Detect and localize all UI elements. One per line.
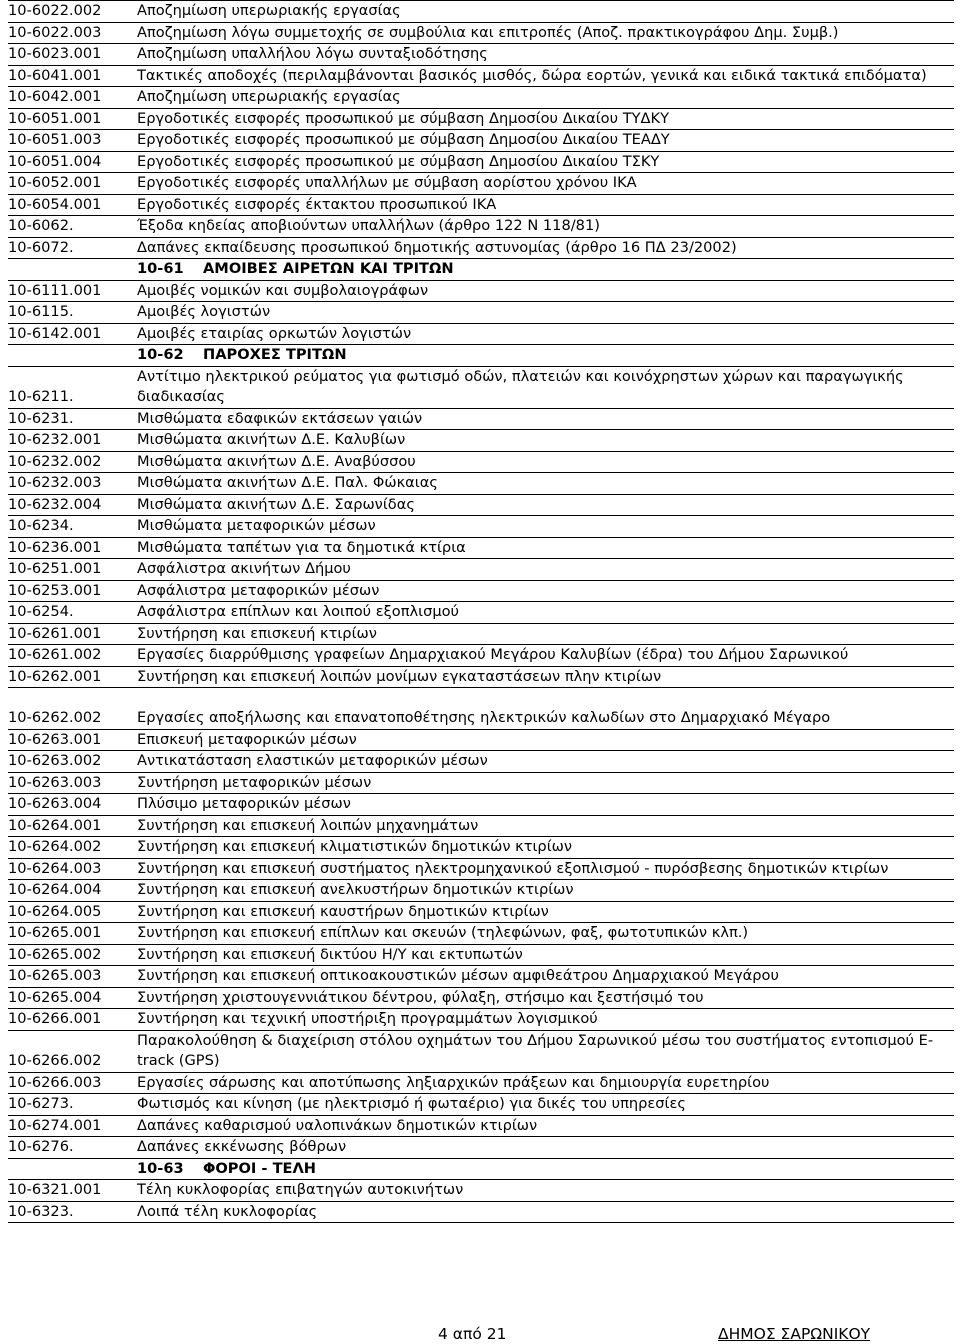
account-code: 10-6265.001 <box>8 924 102 941</box>
table-row <box>8 837 954 859</box>
table-row <box>8 238 954 260</box>
account-description: Συντήρηση χριστουγεννιάτικου δέντρου, φύλαξη, στήσιμο και ξεστήσιμό του <box>137 988 704 1006</box>
account-code: 10-6072. <box>8 238 74 256</box>
account-code: 10-6265.003 <box>8 967 102 984</box>
table-row <box>8 902 954 924</box>
account-code: 10-6264.002 <box>8 838 102 855</box>
table-row <box>8 452 954 474</box>
heading-title: ΠΑΡΟΧΕΣ ΤΡΙΤΩΝ <box>203 346 347 363</box>
account-description: Συντήρηση και τεχνική υποστήριξη προγραμμάτων λογισμικού <box>137 1010 598 1027</box>
account-code: 10-6253.001 <box>8 581 102 599</box>
account-code: 10-6263.001 <box>8 730 102 748</box>
table-row <box>8 23 954 45</box>
account-description: Εργασίες σάρωσης και αποτύπωσης ληξιαρχικών πράξεων και δημιουργία ευρετηρίου <box>137 1073 770 1091</box>
table-row <box>8 645 954 667</box>
table-row <box>8 66 954 88</box>
municipality-name: ΔΗΜΟΣ ΣΑΡΩΝΙΚΟΥ <box>718 1325 871 1343</box>
account-code: 10-6254. <box>8 603 74 620</box>
account-code: 10-6265.004 <box>8 988 102 1006</box>
account-description: Μισθώματα εδαφικών εκτάσεων γαιών <box>137 409 423 427</box>
account-code: 10-6264.005 <box>8 902 102 920</box>
table-row <box>8 559 954 581</box>
account-code: 10-6051.004 <box>8 152 102 170</box>
account-description: Εργασίες αποξήλωσης και επανατοποθέτησης ηλεκτρικών καλωδίων στο Δημαρχιακό Μέγαρο <box>137 709 831 726</box>
table-row <box>8 773 954 795</box>
account-description: Εργοδοτικές εισφορές προσωπικού με σύμβαση Δημοσίου Δικαίου ΤΣΚΥ <box>137 152 660 170</box>
account-code: 10-6054.001 <box>8 195 102 213</box>
table-row <box>8 1180 954 1202</box>
table-row <box>8 1031 954 1073</box>
account-description: Μισθώματα ακινήτων Δ.Ε. Καλυβίων <box>137 431 406 448</box>
table-row <box>8 281 954 303</box>
account-code: 10-6234. <box>8 517 74 534</box>
account-description: Συντήρηση και επισκευή καυστήρων δημοτικών κτιρίων <box>137 902 549 920</box>
account-code: 10-6231. <box>8 409 74 427</box>
account-code: 10-6261.001 <box>8 624 102 642</box>
heading-code: 10-63 <box>137 1159 184 1177</box>
account-description: Τακτικές αποδοχές (περιλαμβάνονται βασικός μισθός, δώρα εορτών, γενικά και ειδικά τακτικά επιδόματα) <box>137 66 927 84</box>
account-description: Συντήρηση και επισκευή ανελκυστήρων δημοτικών κτιρίων <box>137 881 574 898</box>
table-row <box>8 1094 954 1116</box>
account-code: 10-6052.001 <box>8 174 102 191</box>
account-description: Μισθώματα ταπέτων για τα δημοτικά κτίρια <box>137 538 466 556</box>
account-description: Παρακολούθηση & διαχείριση στόλου οχημάτων του Δήμου Σαρωνικού μέσω του συστήματος εντοπισμού E-track (GPS) <box>137 1031 934 1069</box>
heading-content <box>133 259 954 280</box>
table-row <box>8 1009 954 1031</box>
account-code: 10-6236.001 <box>8 538 102 556</box>
table-row <box>8 409 954 431</box>
account-description: Αμοιβές εταιρίας ορκωτών λογιστών <box>137 324 412 342</box>
account-description: Συντήρηση και επισκευή λοιπών μονίμων εγκαταστάσεων πλην κτιρίων <box>137 667 662 685</box>
table-row <box>8 0 954 23</box>
section-heading <box>8 259 954 281</box>
account-description: Μισθώματα ακινήτων Δ.Ε. Σαρωνίδας <box>137 495 415 513</box>
table-row <box>8 794 954 816</box>
account-code: 10-6276. <box>8 1138 74 1155</box>
account-code: 10-6051.003 <box>8 131 102 148</box>
heading-code: 10-62 <box>137 346 184 363</box>
table-row <box>8 859 954 881</box>
account-code: 10-6232.004 <box>8 495 102 513</box>
heading-title: ΑΜΟΙΒΕΣ ΑΙΡΕΤΩΝ ΚΑΙ ΤΡΙΤΩΝ <box>203 260 454 277</box>
table-row <box>8 667 954 689</box>
table-row <box>8 44 954 66</box>
account-description: Έξοδα κηδείας αποβιούντων υπαλλήλων (άρθρο 122 Ν 118/81) <box>137 217 600 234</box>
table-row <box>8 87 954 109</box>
account-code: 10-6023.001 <box>8 45 102 62</box>
account-code: 10-6262.002 <box>8 709 102 726</box>
section-heading <box>8 345 954 367</box>
account-code: 10-6264.001 <box>8 816 102 834</box>
table-row <box>8 302 954 324</box>
account-code: 10-6142.001 <box>8 324 102 342</box>
account-description: Συντήρηση και επισκευή κλιματιστικών δημοτικών κτιρίων <box>137 838 573 855</box>
table-row <box>8 581 954 603</box>
table-row <box>8 195 954 217</box>
table-row <box>8 473 954 495</box>
page-number: 4 από 21 <box>438 1325 507 1343</box>
account-code: 10-6265.002 <box>8 945 102 963</box>
account-description: Αντίτιμο ηλεκτρικού ρεύματος για φωτισμό οδών, πλατειών και κοινόχρηστων χώρων και παραγωγικής διαδικασίας <box>137 367 904 405</box>
account-description: Αποζημίωση υπερωριακής εργασίας <box>137 88 401 105</box>
account-code: 10-6232.002 <box>8 452 102 470</box>
account-description: Δαπάνες καθαρισμού υαλοπινάκων δημοτικών κτιρίων <box>137 1116 538 1134</box>
table-row <box>8 516 954 538</box>
account-code: 10-6022.003 <box>8 23 102 41</box>
table-row <box>8 1137 954 1159</box>
account-description: Εργοδοτικές εισφορές προσωπικού με σύμβαση Δημοσίου Δικαίου ΤΕΑΔΥ <box>137 131 670 148</box>
account-code: 10-6266.001 <box>8 1010 102 1027</box>
table-row <box>8 173 954 195</box>
account-code: 10-6051.001 <box>8 109 102 127</box>
account-description: Εργοδοτικές εισφορές έκτακτου προσωπικού ΙΚΑ <box>137 195 497 213</box>
table-row <box>8 1116 954 1138</box>
account-code: 10-6264.004 <box>8 881 102 898</box>
account-code: 10-6251.001 <box>8 560 102 577</box>
table-row <box>8 708 954 730</box>
table-row <box>8 816 954 838</box>
table-row <box>8 130 954 152</box>
account-code: 10-6232.001 <box>8 431 102 448</box>
account-description: Δαπάνες εκκένωσης βόθρων <box>137 1138 347 1155</box>
account-description: Εργοδοτικές εισφορές υπαλλήλων με σύμβαση αορίστου χρόνου ΙΚΑ <box>137 174 637 191</box>
account-description: Συντήρηση και επισκευή κτιρίων <box>137 624 377 642</box>
account-code: 10-6115. <box>8 303 74 320</box>
account-description: Επισκευή μεταφορικών μέσων <box>137 730 357 748</box>
account-description: Λοιπά τέλη κυκλοφορίας <box>137 1202 318 1220</box>
account-description: Συντήρηση μεταφορικών μέσων <box>137 773 372 791</box>
account-description: Ασφάλιστρα ακινήτων Δήμου <box>137 560 351 577</box>
account-description: Αποζημίωση λόγω συμμετοχής σε συμβούλια και επιτροπές (Αποζ. πρακτικογράφου Δημ. Συμβ.) <box>137 23 839 41</box>
table-row <box>8 880 954 902</box>
account-code: 10-6273. <box>8 1095 74 1112</box>
account-code: 10-6111.001 <box>8 281 102 299</box>
account-description: Συντήρηση και επισκευή οπτικοακουστικών μέσων αμφιθεάτρου Δημαρχιακού Μεγάρου <box>137 967 779 984</box>
account-code: 10-6042.001 <box>8 88 102 105</box>
table-row <box>8 988 954 1010</box>
table-row <box>8 538 954 560</box>
account-code: 10-6321.001 <box>8 1181 102 1198</box>
table-row <box>8 945 954 967</box>
table-row <box>8 495 954 517</box>
table-row <box>8 624 954 646</box>
account-code: 10-6211. <box>8 388 74 405</box>
account-description: Αποζημίωση υπερωριακής εργασίας <box>137 2 401 19</box>
table-row <box>8 966 954 988</box>
account-code: 10-6264.003 <box>8 859 102 877</box>
table-row <box>8 1073 954 1095</box>
table-row <box>8 730 954 752</box>
account-description: Αντικατάσταση ελαστικών μεταφορικών μέσων <box>137 752 488 769</box>
account-code: 10-6274.001 <box>8 1116 102 1134</box>
account-description: Μισθώματα μεταφορικών μέσων <box>137 517 376 534</box>
account-description: Ασφάλιστρα επίπλων και λοιπού εξοπλισμού <box>137 603 459 620</box>
account-description: Αμοιβές λογιστών <box>137 303 271 320</box>
account-description: Πλύσιμο μεταφορικών μέσων <box>137 795 351 812</box>
table-row <box>8 152 954 174</box>
heading-code: 10-61 <box>137 260 184 277</box>
account-description: Δαπάνες εκπαίδευσης προσωπικού δημοτικής αστυνομίας (άρθρο 16 ΠΔ 23/2002) <box>137 238 737 256</box>
account-description: Αμοιβές νομικών και συμβολαιογράφων <box>137 281 429 299</box>
account-code: 10-6232.003 <box>8 474 102 491</box>
heading-content <box>133 1159 954 1180</box>
account-code: 10-6261.002 <box>8 646 102 663</box>
account-description: Εργασίες διαρρύθμισης γραφείων Δημαρχιακού Μεγάρου Καλυβίων (έδρα) του Δήμου Σαρωνικού <box>137 646 849 663</box>
account-description: Συντήρηση και επισκευή επίπλων και σκευών (τηλεφώνων, φαξ, φωτοτυπικών κλπ.) <box>137 924 749 941</box>
account-code: 10-6266.003 <box>8 1073 102 1091</box>
account-description: Συντήρηση και επισκευή δικτύου Η/Υ και εκτυπωτών <box>137 945 523 963</box>
table-row <box>8 602 954 624</box>
budget-table <box>8 0 954 1223</box>
account-code: 10-6041.001 <box>8 66 102 84</box>
account-description: Συντήρηση και επισκευή λοιπών μηχανημάτων <box>137 816 479 834</box>
table-row <box>8 216 954 238</box>
account-description: Ασφάλιστρα μεταφορικών μέσων <box>137 581 380 599</box>
account-code: 10-6263.002 <box>8 752 102 769</box>
account-description: Εργοδοτικές εισφορές προσωπικού με σύμβαση Δημοσίου Δικαίου ΤΥΔΚΥ <box>137 109 669 127</box>
account-code: 10-6266.002 <box>8 1052 102 1069</box>
account-description: Φωτισμός και κίνηση (με ηλεκτρισμό ή φωταέριο) για δικές του υπηρεσίες <box>137 1095 686 1112</box>
account-code: 10-6263.004 <box>8 795 102 812</box>
table-row <box>8 751 954 773</box>
account-description: Συντήρηση και επισκευή συστήματος ηλεκτρομηχανικού εξοπλισμού - πυρόσβεσης δημοτικών κτιρίων <box>137 859 889 877</box>
account-code: 10-6323. <box>8 1202 74 1220</box>
heading-content <box>133 345 954 366</box>
account-description: Τέλη κυκλοφορίας επιβατηγών αυτοκινήτων <box>137 1181 464 1198</box>
table-row <box>8 430 954 452</box>
account-description: Μισθώματα ακινήτων Δ.Ε. Παλ. Φώκαιας <box>137 474 438 491</box>
account-code: 10-6263.003 <box>8 773 102 791</box>
account-code: 10-6022.002 <box>8 2 102 19</box>
section-heading <box>8 1159 954 1181</box>
table-row <box>8 109 954 131</box>
account-code: 10-6262.001 <box>8 667 102 685</box>
heading-title: ΦΟΡΟΙ - ΤΕΛΗ <box>203 1159 316 1177</box>
table-row <box>8 367 954 409</box>
account-description: Μισθώματα ακινήτων Δ.Ε. Αναβύσσου <box>137 452 416 470</box>
table-row <box>8 923 954 945</box>
account-description: Αποζημίωση υπαλλήλου λόγω συνταξιοδότησης <box>137 45 488 62</box>
account-code: 10-6062. <box>8 217 74 234</box>
table-row <box>8 1202 954 1224</box>
table-row <box>8 324 954 346</box>
